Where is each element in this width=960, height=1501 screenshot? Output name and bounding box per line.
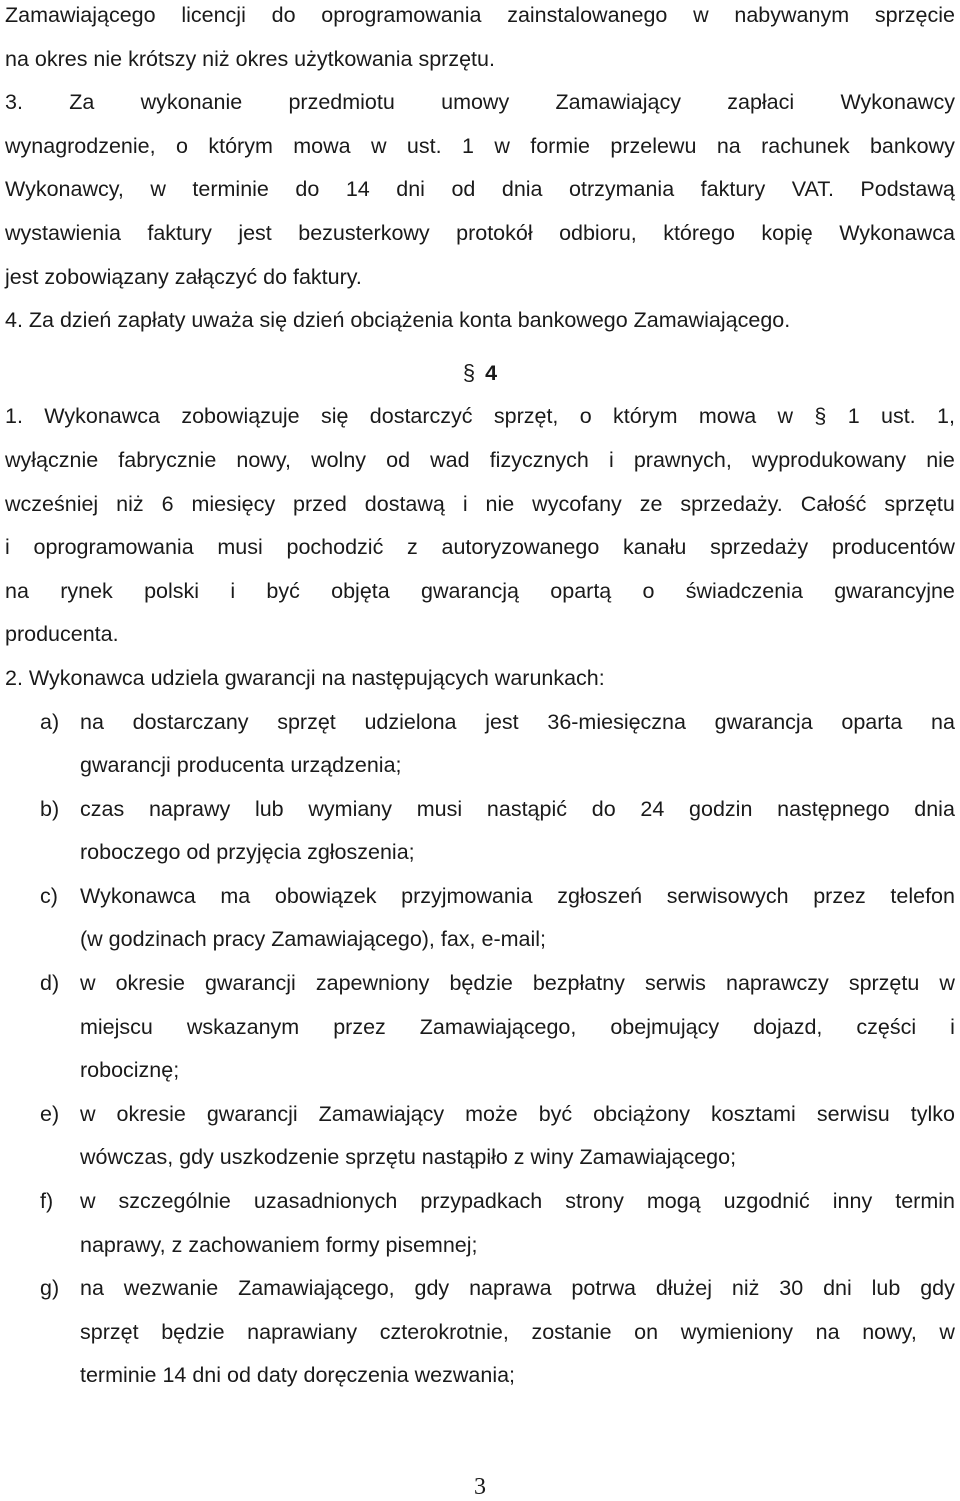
text-line: na rynek polski i być objęta gwarancją opartą o świadczenia gwarancyjne (5, 578, 955, 603)
list-item (5, 1267, 955, 1398)
text-line: Wykonawcy, w terminie do 14 dni od dnia otrzymania faktury VAT. Podstawą (5, 177, 955, 202)
section-symbol: § (462, 359, 476, 385)
list-item-label: g) (40, 1276, 60, 1301)
text-line: w szczególnie uzasadnionych przypadkach strony mogą uzgodnić inny termin (80, 1189, 955, 1214)
list-item-label: d) (40, 971, 60, 996)
list-item-label: c) (40, 883, 58, 908)
text-line: producenta. (5, 622, 119, 647)
text-line: wówczas, gdy uszkodzenie sprzętu nastąpiło z winy Zamawiającego; (80, 1145, 737, 1170)
paragraph-1-equipment (5, 395, 955, 657)
list-item (5, 962, 955, 1093)
text-line: Wykonawca ma obowiązek przyjmowania zgłoszeń serwisowych przez telefon (80, 883, 955, 908)
list-item-label: e) (40, 1101, 60, 1126)
text-line: na okres nie krótszy niż okres użytkowania sprzętu. (5, 46, 495, 71)
paragraph-4-payment-date (5, 299, 955, 343)
list-item (5, 1180, 955, 1267)
warranty-conditions-list (5, 701, 955, 1399)
text-line: terminie 14 dni od daty doręczenia wezwania; (80, 1363, 516, 1388)
text-line: miejscu wskazanym przez Zamawiającego, obejmujący dojazd, części i (80, 1014, 955, 1039)
text-line: sprzęt będzie naprawiany czterokrotnie, zostanie on wymieniony na nowy, w (80, 1319, 955, 1344)
text-line: 3. Za wykonanie przedmiotu umowy Zamawiający zapłaci Wykonawcy (5, 90, 955, 115)
list-item (5, 875, 955, 962)
list-item-label: f) (40, 1189, 54, 1214)
section-heading (5, 351, 955, 396)
paragraph-3-payment (5, 81, 955, 299)
text-line: (w godzinach pracy Zamawiającego), fax, e-mail; (80, 927, 547, 952)
section-number: 4 (485, 360, 498, 385)
document-page (5, 0, 955, 1398)
paragraph-license (5, 0, 955, 81)
list-item (5, 701, 955, 788)
text-line: czas naprawy lub wymiany musi nastąpić do 24 godzin następnego dnia (80, 796, 955, 821)
text-line: wcześniej niż 6 miesięcy przed dostawą i nie wycofany ze sprzedaży. Całość sprzętu (5, 491, 955, 516)
text-line: 1. Wykonawca zobowiązuje się dostarczyć sprzęt, o którym mowa w § 1 ust. 1, (5, 404, 955, 429)
text-line: wyłącznie fabrycznie nowy, wolny od wad fizycznych i prawnych, wyprodukowany nie (5, 447, 955, 472)
page-number: 3 (474, 1474, 486, 1500)
text-line: robociznę; (80, 1058, 180, 1083)
text-line: wystawienia faktury jest bezusterkowy protokół odbioru, którego kopię Wykonawca (5, 220, 955, 245)
text-line: roboczego od przyjęcia zgłoszenia; (80, 840, 415, 865)
text-line: jest zobowiązany załączyć do faktury. (5, 264, 362, 289)
paragraph-2-warranty (5, 657, 955, 701)
text-line: na dostarczany sprzęt udzielona jest 36-miesięczna gwarancja oparta na (80, 709, 955, 734)
list-item (5, 1093, 955, 1180)
list-item-label: b) (40, 796, 60, 821)
text-line: 4. Za dzień zapłaty uważa się dzień obciążenia konta bankowego Zamawiającego. (5, 308, 791, 333)
text-line: Zamawiającego licencji do oprogramowania zainstalowanego w nabywanym sprzęcie (5, 3, 955, 27)
text-line: naprawy, z zachowaniem formy pisemnej; (80, 1232, 478, 1257)
list-item (5, 788, 955, 875)
text-line: i oprogramowania musi pochodzić z autoryzowanego kanału sprzedaży producentów (5, 535, 955, 560)
text-line: na wezwanie Zamawiającego, gdy naprawa potrwa dłużej niż 30 dni lub gdy (80, 1276, 955, 1301)
text-line: w okresie gwarancji Zamawiający może być obciążony kosztami serwisu tylko (80, 1101, 955, 1126)
list-item-label: a) (40, 709, 60, 734)
text-line: 2. Wykonawca udziela gwarancji na następujących warunkach: (5, 665, 605, 690)
text-line: w okresie gwarancji zapewniony będzie bezpłatny serwis naprawczy sprzętu w (80, 971, 955, 996)
text-line: gwarancji producenta urządzenia; (80, 753, 402, 778)
text-line: wynagrodzenie, o którym mowa w ust. 1 w formie przelewu na rachunek bankowy (5, 133, 955, 158)
